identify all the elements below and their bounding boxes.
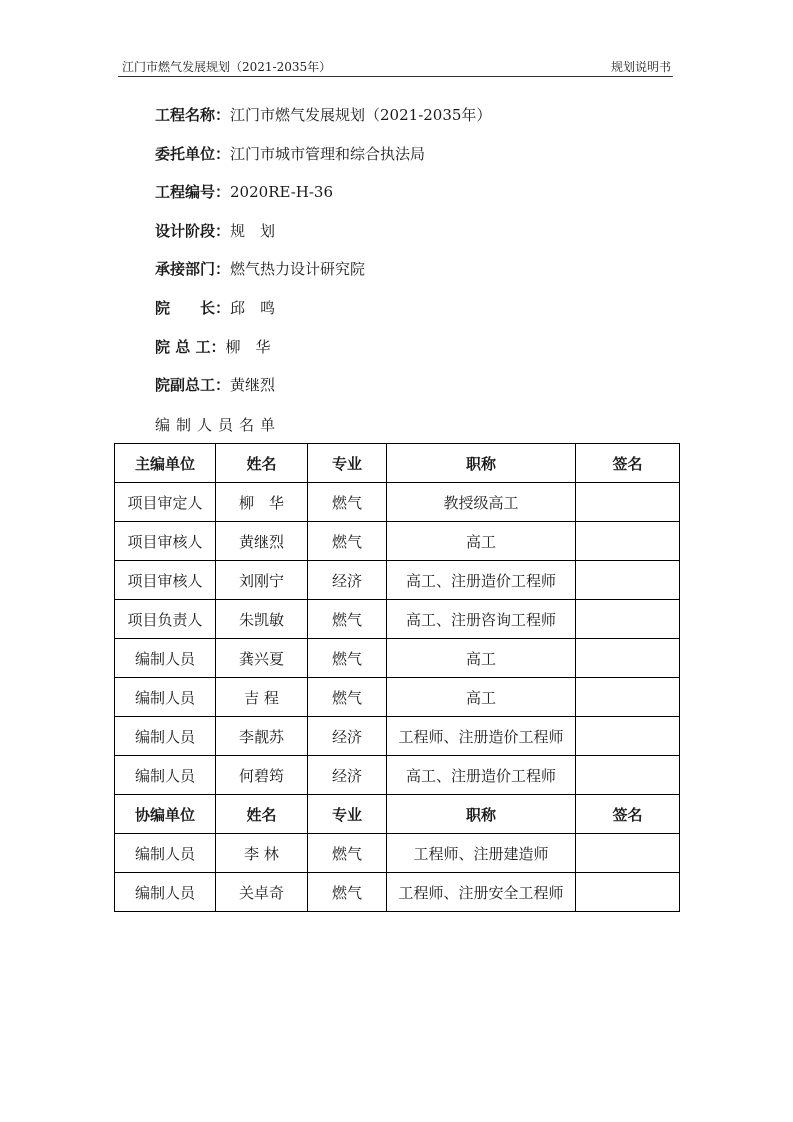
table-row — [115, 873, 680, 912]
table-cell: 高工、注册造价工程师 — [387, 756, 576, 795]
field-label: 院 长： — [155, 298, 231, 317]
field-value: 江门市城市管理和综合执法局 — [230, 144, 426, 163]
table-cell: 关卓奇 — [216, 873, 308, 912]
table-cell: 教授级高工 — [387, 483, 576, 522]
table-header-cell: 姓名 — [216, 795, 308, 834]
field-client — [155, 143, 491, 182]
table-cell: 工程师、注册建造师 — [387, 834, 576, 873]
table-row — [115, 561, 680, 600]
table-cell: 吉 程 — [216, 678, 308, 717]
table-cell: 经济 — [308, 561, 387, 600]
table-cell: 高工、注册造价工程师 — [387, 561, 576, 600]
table-row — [115, 483, 680, 522]
table-cell: 燃气 — [308, 522, 387, 561]
table-cell: 李 林 — [216, 834, 308, 873]
table-row — [115, 678, 680, 717]
staff-table — [114, 443, 680, 912]
table-header-row — [115, 795, 680, 834]
table-cell: 经济 — [308, 717, 387, 756]
table-header-cell: 职称 — [387, 444, 576, 483]
table-cell: 燃气 — [308, 600, 387, 639]
table-cell — [576, 717, 680, 756]
table-header-cell: 主编单位 — [115, 444, 216, 483]
field-label: 院 总 工： — [155, 337, 226, 356]
header-divider — [118, 76, 673, 77]
table-cell: 项目审核人 — [115, 522, 216, 561]
table-cell: 编制人员 — [115, 873, 216, 912]
table-cell — [576, 873, 680, 912]
field-label: 院副总工： — [155, 376, 231, 395]
table-row — [115, 717, 680, 756]
table-cell: 黄继烈 — [216, 522, 308, 561]
field-project-name — [155, 104, 491, 143]
table-header-cell: 签名 — [576, 795, 680, 834]
table-row — [115, 756, 680, 795]
field-value: 燃气热力设计研究院 — [230, 260, 366, 279]
table-cell: 高工 — [387, 639, 576, 678]
table-cell: 项目审定人 — [115, 483, 216, 522]
table-cell: 朱凯敏 — [216, 600, 308, 639]
table-cell — [576, 600, 680, 639]
table-cell: 编制人员 — [115, 678, 216, 717]
table-cell: 燃气 — [308, 483, 387, 522]
table-header-cell: 姓名 — [216, 444, 308, 483]
table-cell: 经济 — [308, 756, 387, 795]
table-cell: 工程师、注册造价工程师 — [387, 717, 576, 756]
table-cell: 何碧筠 — [216, 756, 308, 795]
table-cell: 项目审核人 — [115, 561, 216, 600]
field-chief-engineer — [155, 336, 491, 375]
table-row — [115, 522, 680, 561]
table-cell: 工程师、注册安全工程师 — [387, 873, 576, 912]
field-label: 工程编号： — [155, 183, 231, 202]
table-cell: 编制人员 — [115, 717, 216, 756]
table-cell: 燃气 — [308, 834, 387, 873]
table-cell: 编制人员 — [115, 756, 216, 795]
field-value: 柳 华 — [225, 337, 271, 356]
page-header — [118, 56, 673, 74]
table-header-row — [115, 444, 680, 483]
header-section-title: 规划说明书 — [610, 60, 671, 74]
table-cell — [576, 522, 680, 561]
table-cell — [576, 561, 680, 600]
field-value: 规 划 — [230, 221, 276, 240]
table-cell: 燃气 — [308, 873, 387, 912]
table-cell: 高工、注册咨询工程师 — [387, 600, 576, 639]
table-cell: 高工 — [387, 522, 576, 561]
table-header-cell: 签名 — [576, 444, 680, 483]
field-label: 委托单位： — [155, 144, 231, 163]
field-deputy-chief-engineer — [155, 374, 491, 413]
table-cell — [576, 639, 680, 678]
table-cell: 燃气 — [308, 639, 387, 678]
project-info — [155, 104, 491, 413]
field-value: 邱 鸣 — [230, 298, 276, 317]
field-value: 江门市燃气发展规划（2021-2035年） — [230, 106, 492, 124]
table-cell: 刘刚宁 — [216, 561, 308, 600]
table-row — [115, 600, 680, 639]
field-project-number — [155, 181, 491, 220]
field-value: 黄继烈 — [230, 376, 276, 395]
field-value: 2020RE-H-36 — [230, 183, 334, 202]
table-cell: 龚兴夏 — [216, 639, 308, 678]
table-row — [115, 639, 680, 678]
field-label: 承接部门： — [155, 260, 231, 279]
table-header-cell: 专业 — [308, 444, 387, 483]
table-header-cell: 协编单位 — [115, 795, 216, 834]
field-label: 设计阶段： — [155, 221, 231, 240]
table-cell — [576, 834, 680, 873]
table-cell: 编制人员 — [115, 834, 216, 873]
table-cell — [576, 678, 680, 717]
table-row — [115, 834, 680, 873]
table-header-cell: 专业 — [308, 795, 387, 834]
staff-list-title: 编制人员名单 — [155, 416, 282, 434]
table-cell: 高工 — [387, 678, 576, 717]
field-department — [155, 258, 491, 297]
table-cell: 项目负责人 — [115, 600, 216, 639]
header-document-title: 江门市燃气发展规划（2021-2035年） — [122, 60, 332, 74]
table-header-cell: 职称 — [387, 795, 576, 834]
field-label: 工程名称： — [155, 106, 231, 124]
table-cell: 燃气 — [308, 678, 387, 717]
field-design-stage — [155, 220, 491, 259]
table-cell — [576, 756, 680, 795]
field-president — [155, 297, 491, 336]
table-cell — [576, 483, 680, 522]
table-cell: 编制人员 — [115, 639, 216, 678]
table-cell: 李靓苏 — [216, 717, 308, 756]
table-cell: 柳 华 — [216, 483, 308, 522]
